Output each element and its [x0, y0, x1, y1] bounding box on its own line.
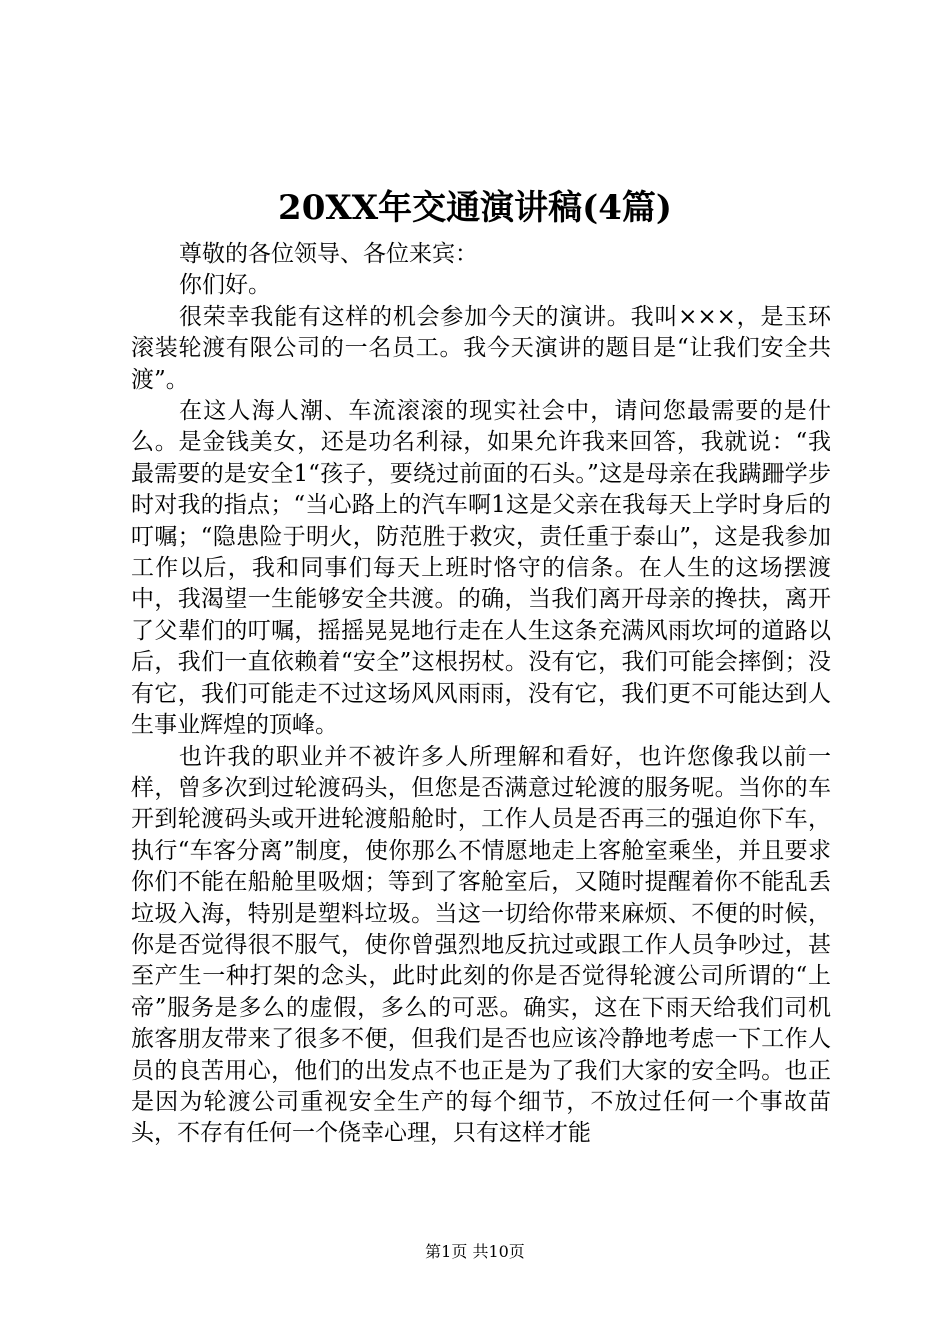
body-paragraph: 在这人海人潮、车流滚滚的现实社会中，请问您最需要的是什么。是金钱美女，还是功名利禄，如果允许我来回答，我就说：“我最需要的是安全1“孩子，要绕过前面的石头。”这是母亲在我蹒跚学步时对我的指点；“当心路上的汽车啊1这是父亲在我每天上学时身后的叮嘱；“隐患险于明火，防范胜于救灾，责任重于泰山”，这是我参加工作以后，我和同事们每天上班时恪守的信条。在人生的这场摆渡中，我渴望一生能够安全共渡。的确，当我们离开母亲的搀扶，离开了父辈们的叮嘱，摇摇晃晃地行走在人生这条充满风雨坎坷的道路以后，我们一直依赖着“安全”这根拐杖。没有它，我们可能会摔倒；没有它，我们可能走不过这场风风雨雨，没有它，我们更不可能达到人生事业辉煌的顶峰。: [131, 398, 831, 739]
salutation-paragraph: 尊敬的各位领导、各位来宾：: [179, 241, 478, 267]
page-footer: 第1页 共10页: [425, 1242, 525, 1261]
body-paragraph: 也许我的职业并不被许多人所理解和看好，也许您像我以前一样，曾多次到过轮渡码头，但您是否满意过轮渡的服务呢。当你的车开到轮渡码头或开进轮渡船舱时，工作人员是否再三的强迫你下车，执行“车客分离”制度，使你那么不情愿地走上客舱室乘坐，并且要求你们不能在船舱里吸烟；等到了客舱室后，又随时提醒着你不能乱丢垃圾入海，特别是塑料垃圾。当这一切给你带来麻烦、不便的时候，你是否觉得很不服气，使你曾强烈地反抗过或跟工作人员争吵过，甚至产生一种打架的念头，此时此刻的你是否觉得轮渡公司所谓的“上帝”服务是多么的虚假，多么的可恶。确实，这在下雨天给我们司机旅客朋友带来了很多不便，但我们是否也应该冷静地考虑一下工作人员的良苦用心，他们的出发点不也正是为了我们大家的安全吗。也正是因为轮渡公司重视安全生产的每个细节，不放过任何一个事故苗头，不存有任何一个侥幸心理，只有这样才能: [131, 743, 831, 1147]
document-title: 20XX年交通演讲稿(4篇): [278, 188, 672, 228]
greeting-paragraph: 你们好。: [179, 272, 271, 299]
document-body: [131, 239, 831, 1150]
body-paragraph: 很荣幸我能有这样的机会参加今天的演讲。我叫×××，是玉环滚装轮渡有限公司的一名员工。我今天演讲的题目是“让我们安全共渡”。: [131, 303, 831, 393]
